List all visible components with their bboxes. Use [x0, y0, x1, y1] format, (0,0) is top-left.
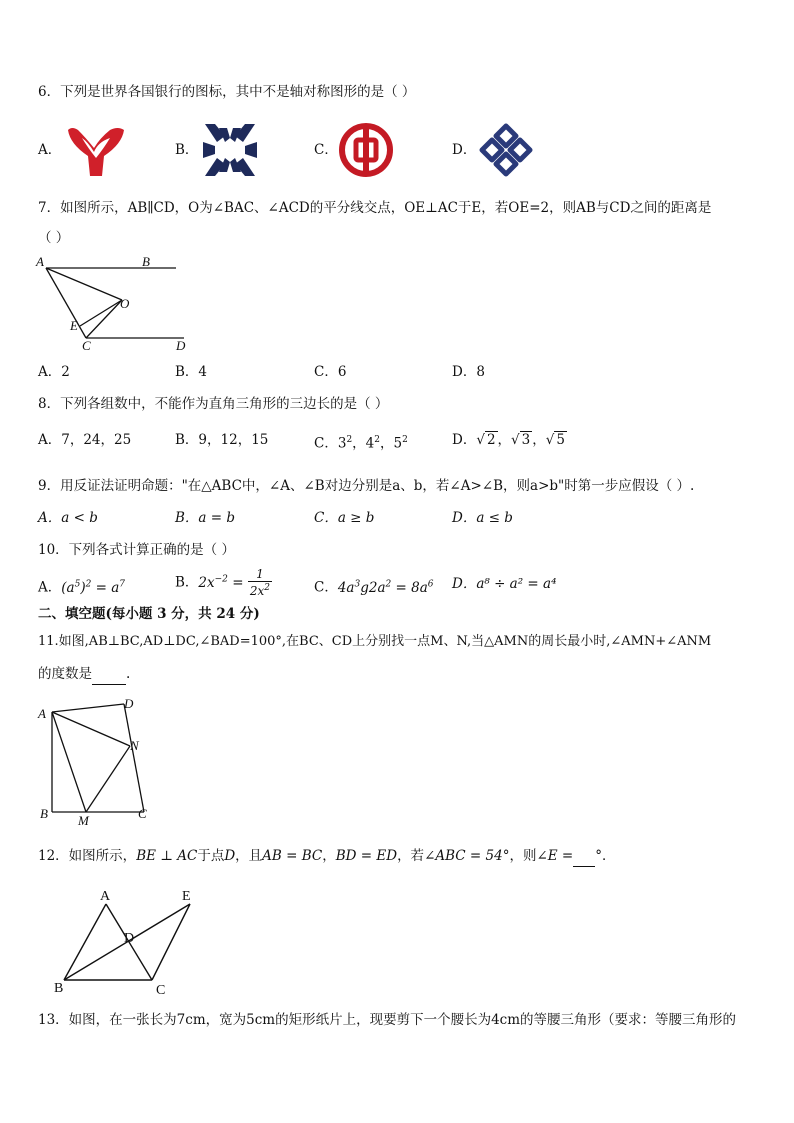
bank-logo-c-icon	[338, 122, 394, 178]
q9-option-a: A．a < b	[38, 510, 98, 526]
q10-option-b: B．$2x^{-2}$ = $\frac{1}{2x^2}$	[175, 567, 270, 598]
q8-option-d: D．√ 2 ，√ 3 ，√ 5	[452, 432, 565, 448]
q7-option-d: D．8	[452, 364, 485, 380]
q9-option-c: C．a ≥ b	[314, 510, 375, 526]
question-7-paren: （ ）	[38, 230, 70, 246]
q11-figure	[34, 694, 158, 828]
q10-option-d: D．a⁸ ÷ a² = a⁴	[452, 576, 557, 592]
q8-option-c: C．$3^2$，$4^2$，$5^2$	[314, 435, 408, 452]
question-11-line2: 的度数是 .	[38, 664, 130, 685]
question-13-text: 13．如图，在一张长为7cm，宽为5cm的矩形纸片上，现要剪下一个腰长为4cm的等腰三角形（要求：等腰三角形的	[38, 1012, 737, 1028]
q9-option-b: B．a = b	[175, 510, 236, 526]
q7-label-a: A	[36, 254, 44, 269]
q6-option-a-label: A．	[38, 142, 62, 158]
q7-label-c: C	[82, 338, 91, 353]
q10-option-c: C．$4a^3g2a^2 = 8a^6$	[314, 579, 434, 596]
question-7-text: 7．如图所示，AB∥CD，O为∠BAC、∠ACD的平分线交点，OE⊥AC于E，若OE=2，则AB与CD之间的距离是	[38, 200, 712, 216]
question-9-text: 9．用反证法证明命题："在△ABC中，∠A、∠B对边分别是a、b，若∠A>∠B，则a>b"时第一步应假设（ ）.	[38, 478, 695, 494]
q12-label-d: D	[124, 931, 135, 946]
q11-label-d: D	[124, 696, 134, 711]
q12-label-c: C	[156, 983, 166, 998]
question-11-line1: 11.如图,AB⊥BC,AD⊥DC,∠BAD=100°,在BC、CD上分别找一点M、N,当△AMN的周长最小时,∠AMN+∠ANM	[38, 634, 712, 649]
bank-logo-a-icon	[64, 124, 128, 180]
section-2-heading: 二、填空题(每小题 3 分，共 24 分)	[38, 606, 260, 622]
q11-label-c: C	[138, 806, 147, 821]
q11-label-n: N	[130, 738, 139, 753]
q6-option-c-label: C．	[314, 142, 338, 158]
q12-label-e: E	[182, 889, 191, 904]
q7-figure	[34, 252, 194, 354]
q6-option-b-label: B．	[175, 142, 199, 158]
q8-option-a: A．7，24，25	[38, 432, 132, 448]
q7-option-c: C．6	[314, 364, 347, 380]
q6-option-d-label: D．	[452, 142, 477, 158]
bank-logo-b-icon	[201, 122, 259, 178]
q11-label-b: B	[40, 806, 48, 821]
q10-option-a: A．$(a^5)^2 = a^7$	[38, 579, 126, 596]
question-6-text: 6．下列是世界各国银行的图标，其中不是轴对称图形的是（ ）	[38, 84, 416, 100]
q12-figure	[40, 884, 210, 1000]
q7-label-d: D	[176, 338, 186, 353]
q12-label-a: A	[100, 889, 111, 904]
q7-label-e: E	[70, 318, 78, 333]
q12-label-b: B	[54, 981, 64, 996]
bank-logo-d-icon	[476, 122, 536, 178]
q7-label-b: B	[142, 254, 150, 269]
q8-option-b: B．9，12，15	[175, 432, 269, 448]
q7-option-b: B．4	[175, 364, 208, 380]
question-10-text: 10．下列各式计算正确的是（ ）	[38, 542, 235, 558]
q7-option-a: A．2	[38, 364, 70, 380]
question-12-text: 12．如图所示，BE ⊥ AC于点D，且AB = BC，BD = ED，若∠ABC = 54°，则∠E = °．	[38, 846, 615, 867]
q11-label-m: M	[78, 813, 89, 828]
q7-label-o: O	[120, 296, 130, 311]
question-8-text: 8．下列各组数中，不能作为直角三角形的三边长的是（ ）	[38, 396, 389, 412]
q9-option-d: D．a ≤ b	[452, 510, 513, 526]
q11-label-a: A	[38, 706, 46, 721]
